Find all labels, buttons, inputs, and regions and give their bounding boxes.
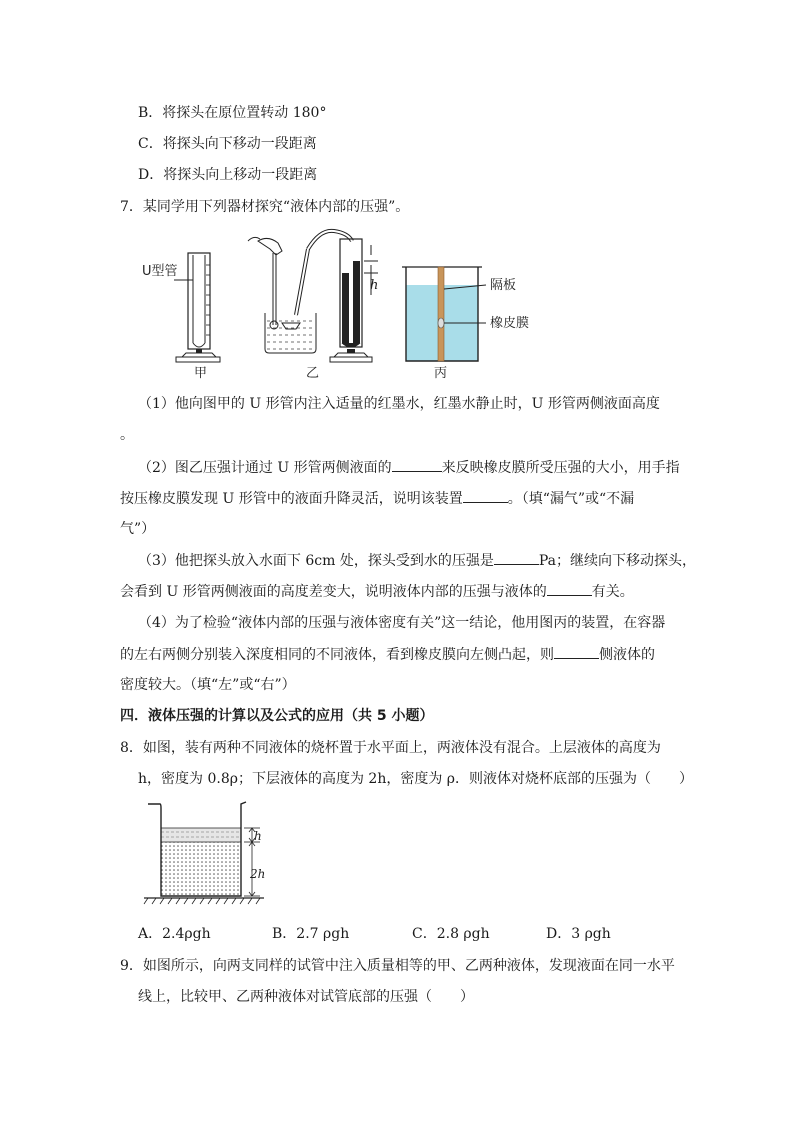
answer-blank[interactable] (392, 457, 442, 472)
q7-p4-line3: 密度较大。（填“左”或“右”） (120, 677, 296, 693)
q8-line1: 8．如图，装有两种不同液体的烧杯置于水平面上，两液体没有混合。上层液体的高度为 (120, 740, 661, 756)
q7-p2-line1: （2）图乙压强计通过 U 形管两侧液面的 来反映橡皮膜所受压强的大小，用手指 (138, 457, 680, 478)
pressure-gauge-yi (248, 231, 378, 381)
answer-blank[interactable] (554, 644, 599, 659)
container-bing (402, 267, 529, 381)
q7-p4-line1: （4）为了检验“液体内部的压强与液体密度有关”这一结论，他用图丙的装置，在容器 (138, 615, 666, 631)
h-label: h (370, 278, 379, 293)
q7-p2-line3: 气”） (120, 521, 156, 537)
partition-label: 隔板 (490, 278, 517, 293)
q9-line2: 线上，比较甲、乙两种液体对试管底部的压强（ ） (138, 989, 474, 1005)
q6-option-c: C．将探头向下移动一段距离 (138, 136, 317, 152)
q7-stem: 7．某同学用下列器材探究“液体内部的压强”。 (120, 199, 410, 215)
q7-p3-line1: （3）他把探头放入水面下 6cm 处，探头受到水的压强是 Pa；继续向下移动探头， (138, 550, 696, 571)
q6-option-d: D．将探头向上移动一段距离 (138, 167, 318, 183)
caption-jia: 甲 (194, 366, 208, 381)
q8-option-d: D．3 ρgh (546, 926, 611, 942)
q7-p4-line2: 的左右两侧分别装入深度相同的不同液体，看到橡皮膜向左侧凸起，则 侧液体的 (120, 644, 655, 665)
caption-bing: 丙 (434, 366, 448, 381)
u-tube-jia (142, 253, 220, 381)
q7-p2-line2: 按压橡皮膜发现 U 形管中的液面升降灵活，说明该装置 。（填“漏气”或“不漏 (120, 488, 634, 509)
q9-line1: 9．如图所示，向两支同样的试管中注入质量相等的甲、乙两种液体，发现液面在同一水平 (120, 958, 675, 974)
u-tube-label: U型管 (142, 264, 178, 279)
q8-option-a: A．2.4ρgh (138, 926, 211, 942)
q6-option-b: B．将探头在原位置转动 180° (138, 105, 327, 121)
q7-p3-line2: 会看到 U 形管两侧液面的高度差变大，说明液体内部的压强与液体的 有关。 (120, 581, 634, 602)
membrane-label: 橡皮膜 (490, 316, 530, 331)
answer-blank[interactable] (463, 488, 508, 503)
section-heading: 四．液体压强的计算以及公式的应用（共 5 小题） (120, 708, 434, 724)
h-bottom-label: 2h (250, 867, 266, 881)
caption-yi: 乙 (306, 366, 320, 381)
q8-option-c: C．2.8 ρgh (412, 926, 490, 942)
q7-p1-line2: 。 (120, 427, 134, 443)
answer-blank[interactable] (494, 550, 539, 565)
q7-p1-line1: （1）他向图甲的 U 形管内注入适量的红墨水，红墨水静止时，U 形管两侧液面高度 (138, 396, 660, 412)
h-top-label: h (254, 829, 262, 843)
q8-line2: h，密度为 0.8ρ；下层液体的高度为 2h，密度为 ρ．则液体对烧杯底部的压强为（ ） (138, 771, 694, 787)
q7-figure (130, 225, 550, 385)
answer-blank[interactable] (547, 581, 592, 596)
q8-option-b: B．2.7 ρgh (272, 926, 350, 942)
q8-beaker-figure (140, 800, 280, 920)
